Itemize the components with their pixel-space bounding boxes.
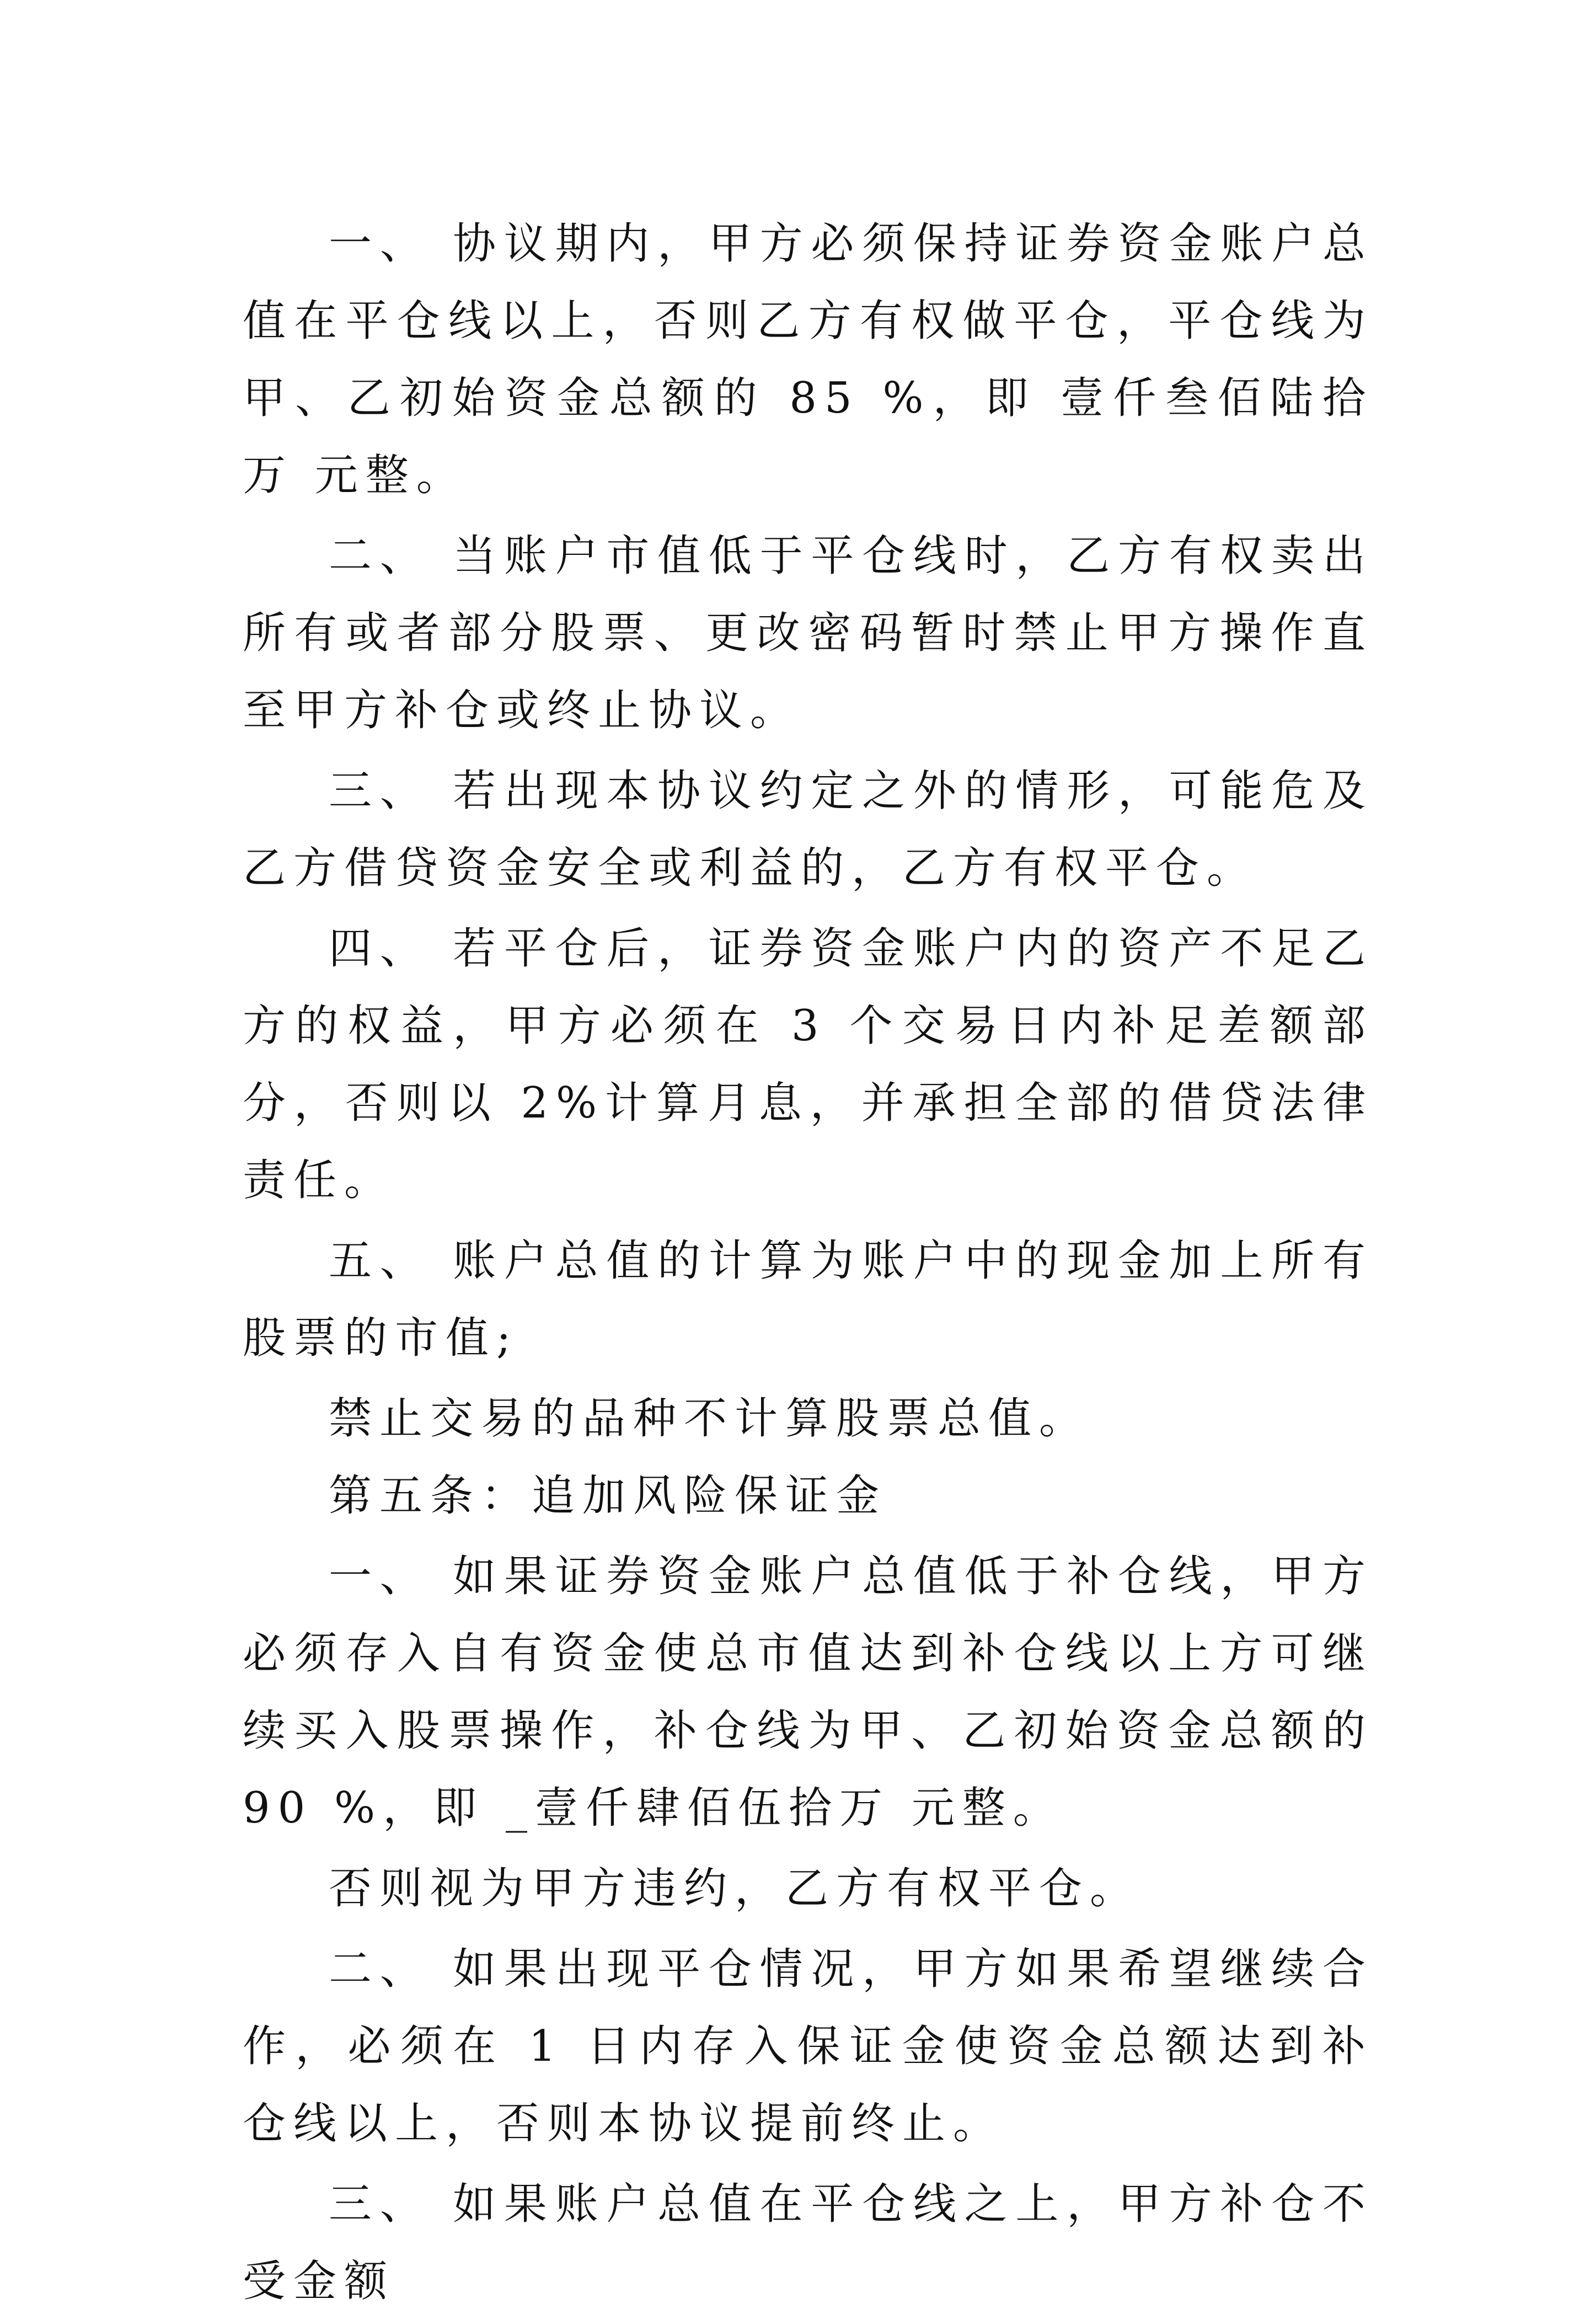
document-body [243, 205, 1373, 2320]
excluded-varieties-note: 禁止交易的品种不计算股票总值。 [329, 1394, 1090, 1444]
clause-2-below-liquidation: 二、 当账户市值低于平仓线时，乙方有权卖出所有或者部分股票、更改密码暂时禁止甲方操作直至甲方补仓或终止协议。 [243, 531, 1373, 735]
margin-clause-2-after-liquidation: 二、 如果出现平仓情况，甲方如果希望继续合作，必须在 1 日内存入保证金使资金总额达到补仓线以上，否则本协议提前终止。 [243, 1944, 1373, 2148]
clause-1-liquidation-line: 一、 协议期内，甲方必须保持证券资金账户总值在平仓线以上，否则乙方有权做平仓，平仓线为甲、乙初始资金总额的 85 %，即 壹仟叁佰陆拾万 元整。 [243, 219, 1373, 500]
margin-clause-1-top-up-line: 一、 如果证券资金账户总值低于补仓线，甲方必须存入自有资金使总市值达到补仓线以上方可继续买入股票操作，补仓线为甲、乙初始资金总额的 90 %，即 _壹仟肆佰伍拾万 元整。 [243, 1552, 1373, 1833]
clause-3-other-risks: 三、 若出现本协议约定之外的情形，可能危及乙方借贷资金安全或利益的，乙方有权平仓。 [243, 766, 1373, 893]
clause-4-shortfall: 四、 若平仓后，证券资金账户内的资产不足乙方的权益，甲方必须在 3 个交易日内补足差额部分，否则以 2%计算月息，并承担全部的借贷法律责任。 [243, 924, 1373, 1205]
margin-clause-3-above-liquidation: 三、 如果账户总值在平仓线之上，甲方补仓不受金额 [243, 2179, 1373, 2306]
article-5-heading: 第五条：追加风险保证金 [329, 1471, 887, 1521]
breach-note: 否则视为甲方违约，乙方有权平仓。 [329, 1864, 1141, 1913]
clause-5-account-value: 五、 账户总值的计算为账户中的现金加上所有股票的市值; [243, 1236, 1373, 1363]
